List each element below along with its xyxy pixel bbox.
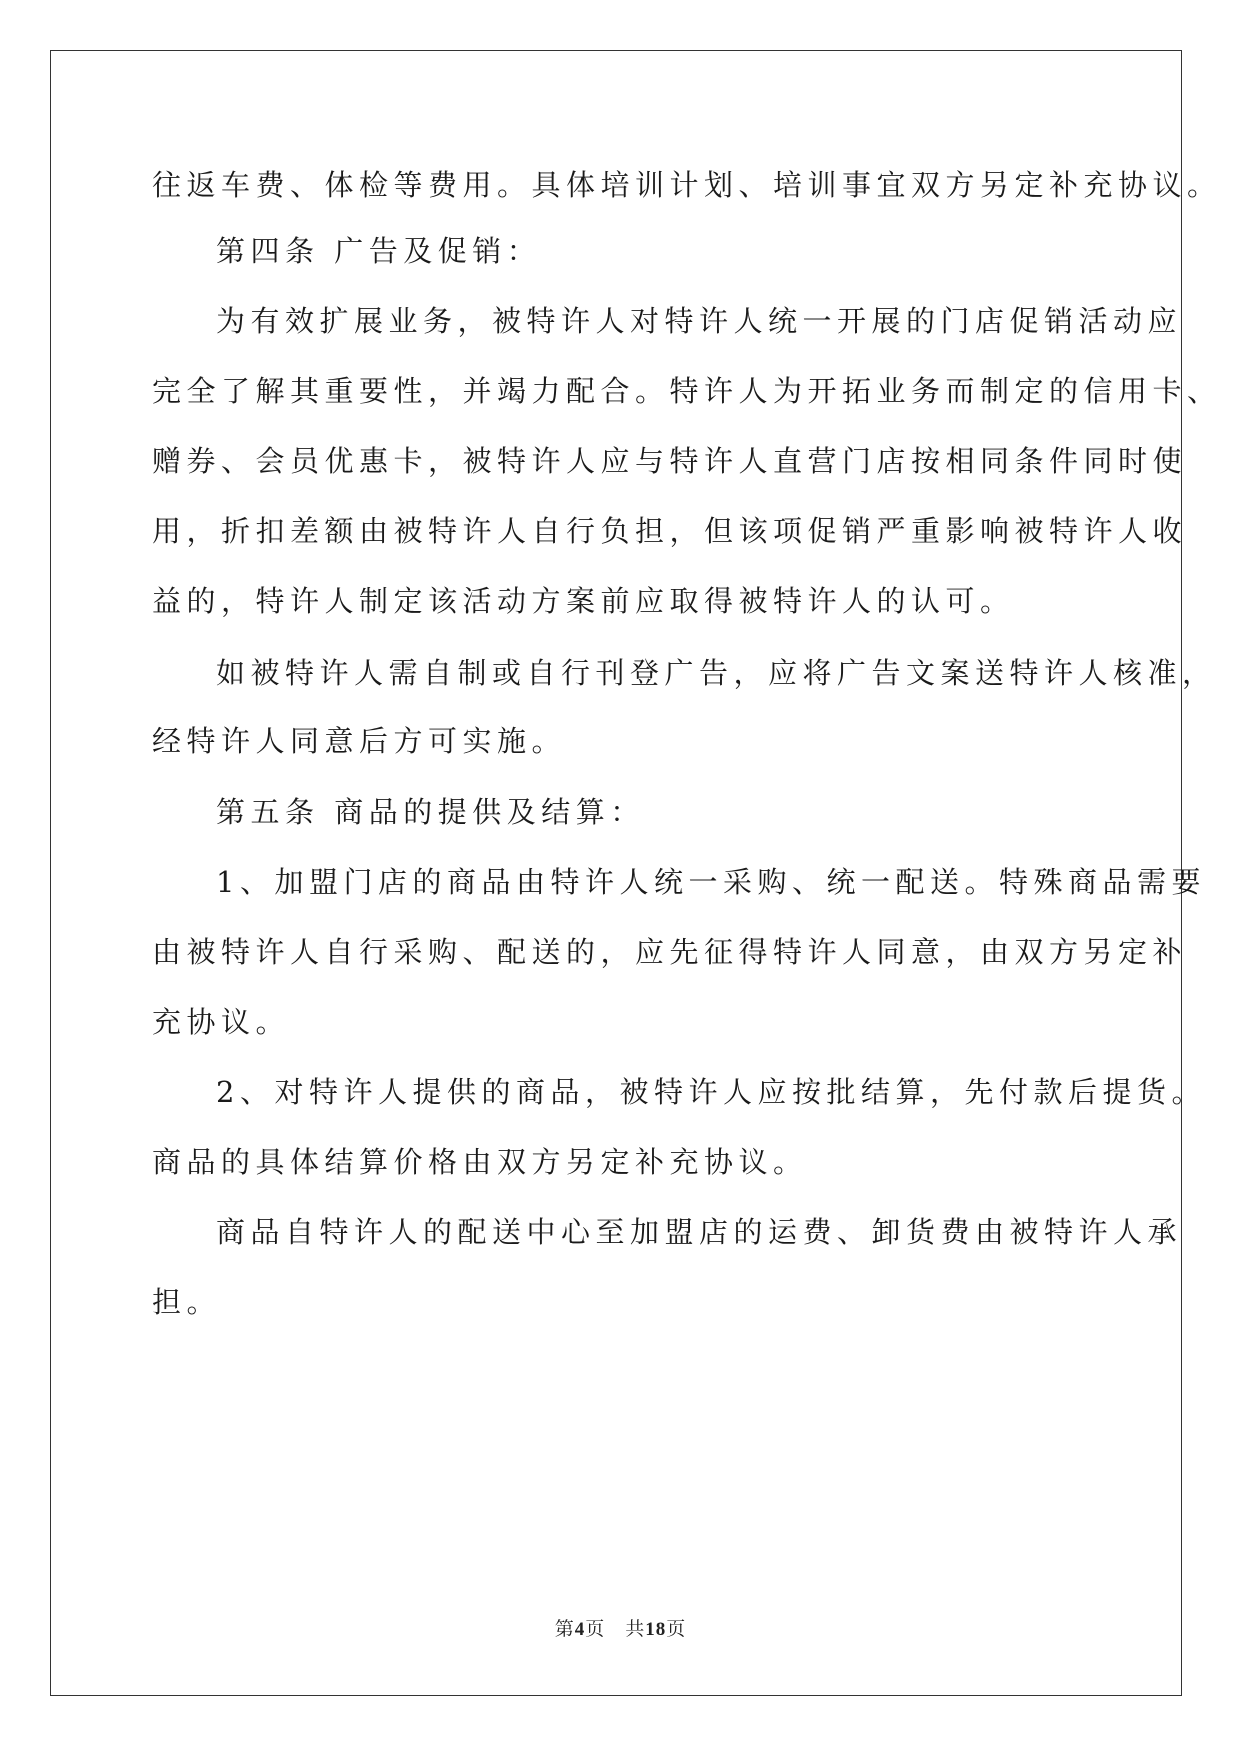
paragraph-line: 完全了解其重要性，并竭力配合。特许人为开拓业务而制定的信用卡、: [152, 374, 1222, 408]
paragraph-line: 1、加盟门店的商品由特许人统一采购、统一配送。特殊商品需要: [216, 865, 1206, 899]
paragraph-line: 往返车费、体检等费用。具体培训计划、培训事宜双方另定补充协议。: [152, 168, 1222, 202]
paragraph-line: 商品的具体结算价格由双方另定补充协议。: [152, 1145, 808, 1179]
section-heading-article-5: 第五条 商品的提供及结算：: [216, 795, 645, 829]
page-footer: [0, 1614, 1241, 1641]
page-number: 4: [574, 1619, 586, 1640]
paragraph-line: 赠券、会员优惠卡，被特许人应与特许人直营门店按相同条件同时使: [152, 444, 1188, 478]
total-prefix: 共: [625, 1619, 646, 1640]
section-heading-article-4: 第四条 广告及促销：: [216, 234, 542, 268]
paragraph-line: 充协议。: [152, 1005, 291, 1039]
page-suffix: 页: [585, 1619, 606, 1640]
page-prefix: 第: [554, 1619, 575, 1640]
total-suffix: 页: [666, 1619, 687, 1640]
paragraph-line: 为有效扩展业务，被特许人对特许人统一开展的门店促销活动应: [216, 304, 1183, 338]
paragraph-line: 由被特许人自行采购、配送的，应先征得特许人同意，由双方另定补: [152, 935, 1188, 969]
paragraph-line: 商品自特许人的配送中心至加盟店的运费、卸货费由被特许人承: [216, 1215, 1183, 1249]
paragraph-line: 如被特许人需自制或自行刊登广告，应将广告文案送特许人核准，: [216, 656, 1217, 690]
paragraph-line: 益的，特许人制定该活动方案前应取得被特许人的认可。: [152, 584, 1015, 618]
paragraph-line: 2、对特许人提供的商品，被特许人应按批结算，先付款后提货。: [216, 1075, 1206, 1109]
total-pages: 18: [645, 1619, 667, 1640]
paragraph-line: 用，折扣差额由被特许人自行负担，但该项促销严重影响被特许人收: [152, 514, 1188, 548]
paragraph-line: 担。: [152, 1285, 222, 1319]
paragraph-line: 经特许人同意后方可实施。: [152, 724, 567, 758]
